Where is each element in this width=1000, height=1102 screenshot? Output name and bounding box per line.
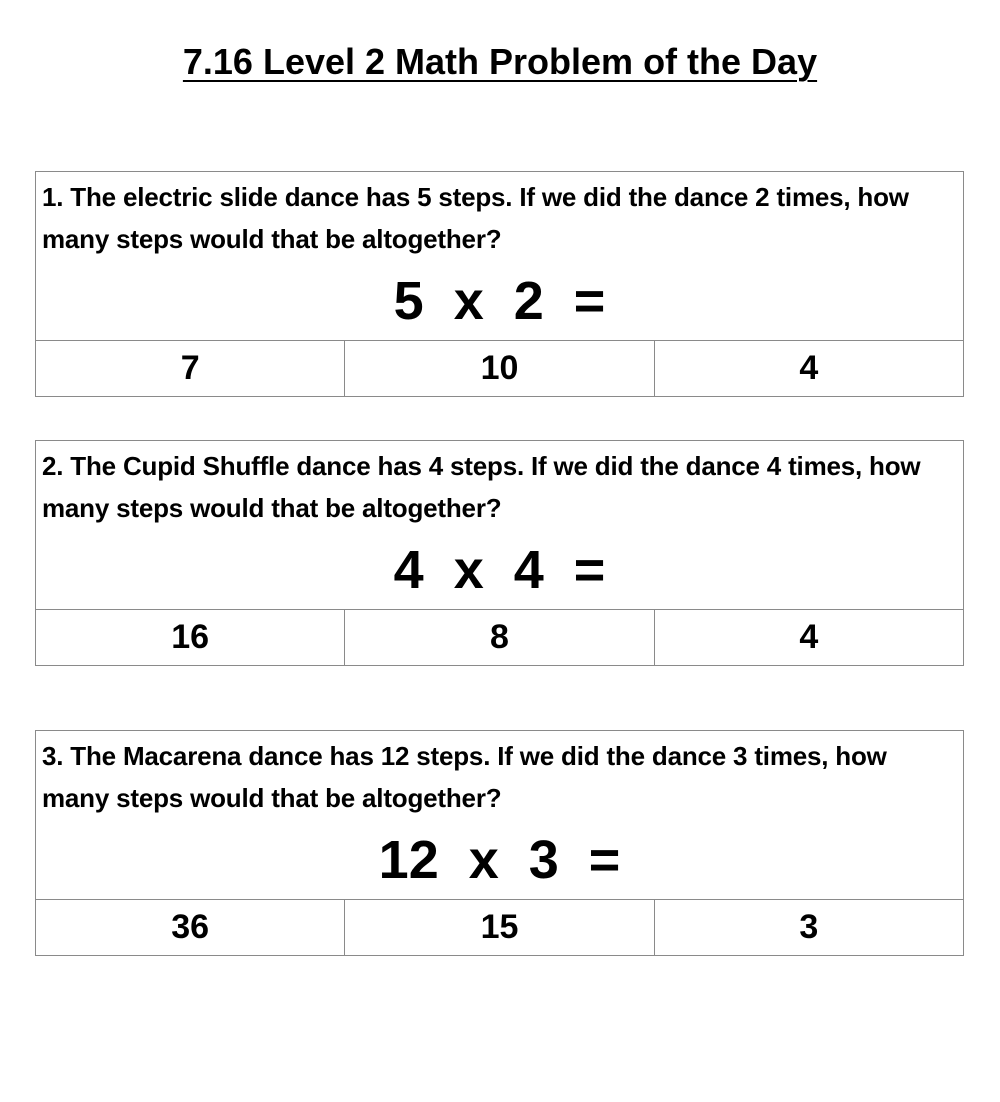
problem-1-equation: 5 x 2 = — [393, 271, 606, 331]
problem-1-card — [35, 171, 964, 397]
problem-2-card — [35, 440, 964, 666]
problem-3-answer-option[interactable]: 36 — [36, 900, 345, 955]
problem-2-answer-option[interactable]: 16 — [36, 610, 345, 665]
problem-2-question: 2. The Cupid Shuffle dance has 4 steps. If we did the dance 4 times, how many steps would that be altogether? — [42, 451, 921, 523]
problem-2-question-cell — [36, 441, 963, 610]
problem-3-answer-option[interactable]: 15 — [345, 900, 654, 955]
problem-2-answers — [36, 610, 963, 665]
page-title-text: 7.16 Level 2 Math Problem of the Day — [182, 41, 818, 82]
problem-3-equation: 12 x 3 = — [378, 830, 621, 890]
page-title — [0, 40, 1000, 83]
problem-1-question: 1. The electric slide dance has 5 steps. If we did the dance 2 times, how many steps would that be altogether? — [42, 182, 909, 254]
problem-1-question-cell — [36, 172, 963, 341]
problem-1-answer-option[interactable]: 4 — [799, 349, 819, 387]
problem-3-answer-option[interactable]: 3 — [799, 908, 819, 946]
problem-2-answer-option[interactable]: 8 — [345, 610, 654, 665]
problem-1-answers — [36, 341, 963, 396]
problem-1-answer-option[interactable]: 10 — [345, 341, 654, 396]
problem-2-equation: 4 x 4 = — [393, 540, 606, 600]
problem-3-answers — [36, 900, 963, 955]
problem-1-answer-option[interactable]: 7 — [36, 341, 345, 396]
problem-2-answer-option[interactable]: 4 — [799, 618, 819, 656]
problem-3-question-cell — [36, 731, 963, 900]
problem-3-card — [35, 730, 964, 956]
problem-3-question: 3. The Macarena dance has 12 steps. If we did the dance 3 times, how many steps would that be altogether? — [42, 741, 887, 813]
